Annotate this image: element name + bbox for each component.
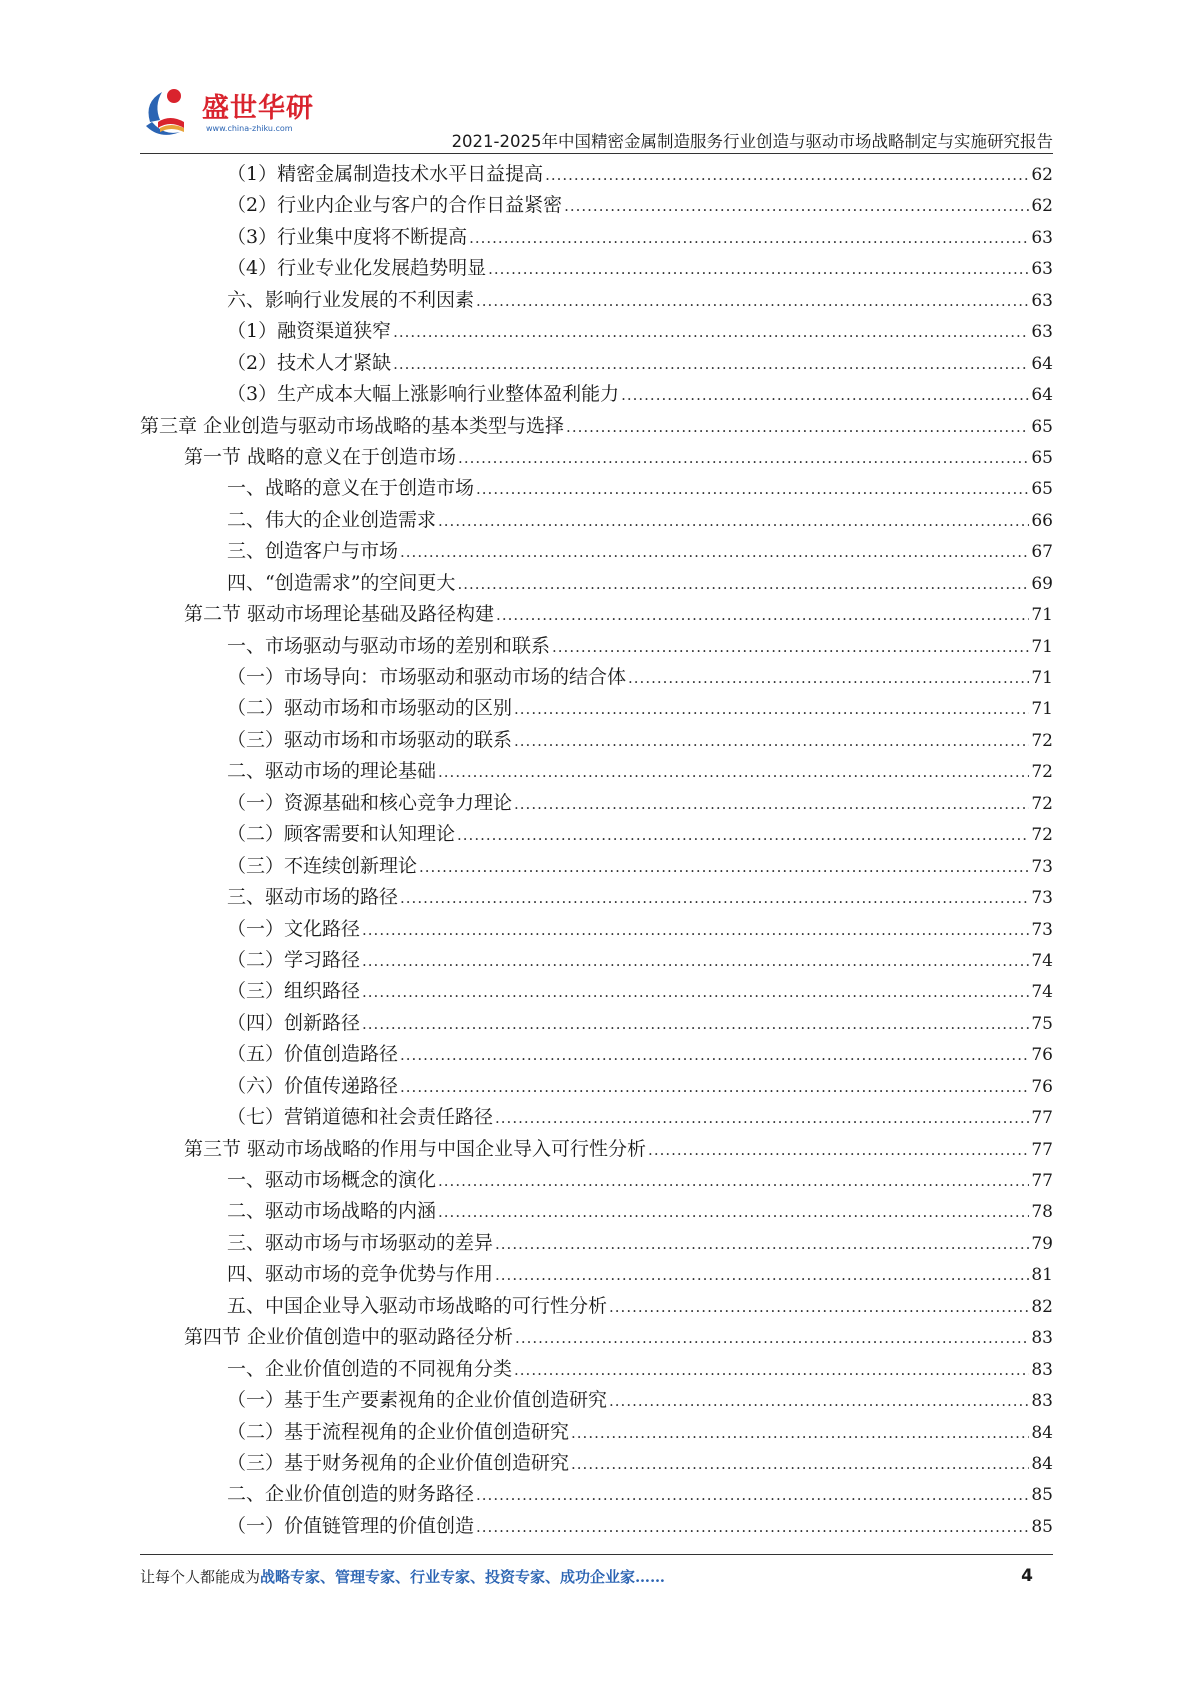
toc-entry-page: 72 xyxy=(1031,730,1053,751)
toc-entry-label: 六、影响行业发展的不利因素 xyxy=(227,288,475,311)
toc-dot-leader xyxy=(514,789,1029,820)
toc-entry-label: 第三章 企业创造与驱动市场战略的基本类型与选择 xyxy=(140,414,565,437)
toc-entry-label: 二、伟大的企业创造需求 xyxy=(227,508,437,531)
toc-entry-page: 85 xyxy=(1031,1516,1053,1537)
toc-entry-page: 66 xyxy=(1031,510,1053,531)
footer-slogan-prefix: 让每个人都能成为 xyxy=(140,1568,261,1586)
toc-entry[interactable] xyxy=(140,599,1053,630)
toc-entry[interactable] xyxy=(140,316,1053,347)
table-of-contents xyxy=(140,159,1053,1542)
toc-entry-page: 83 xyxy=(1031,1359,1053,1380)
toc-entry-label: （五）价值创造路径 xyxy=(227,1043,399,1066)
toc-entry-label: 三、创造客户与市场 xyxy=(227,540,399,563)
toc-entry[interactable] xyxy=(140,379,1053,410)
toc-entry[interactable] xyxy=(140,1134,1053,1165)
toc-dot-leader xyxy=(495,1103,1029,1134)
logo-url: www.china-zhiku.com xyxy=(206,124,293,133)
toc-dot-leader xyxy=(476,286,1029,317)
toc-dot-leader xyxy=(628,663,1029,694)
toc-entry-label: （七）营销道德和社会责任路径 xyxy=(227,1106,494,1129)
toc-entry-label: （一）资源基础和核心竞争力理论 xyxy=(227,791,513,814)
toc-entry-label: （一）文化路径 xyxy=(227,917,361,940)
toc-dot-leader xyxy=(552,632,1029,663)
toc-entry[interactable] xyxy=(140,1228,1053,1259)
toc-entry-page: 81 xyxy=(1031,1265,1053,1286)
toc-entry-page: 72 xyxy=(1031,793,1053,814)
toc-entry-page: 69 xyxy=(1031,573,1053,594)
toc-dot-leader xyxy=(514,1355,1029,1386)
toc-entry-label: （三）基于财务视角的企业价值创造研究 xyxy=(227,1451,570,1474)
toc-entry[interactable] xyxy=(140,505,1053,536)
toc-dot-leader xyxy=(457,820,1029,851)
toc-entry[interactable] xyxy=(140,285,1053,316)
toc-entry-page: 74 xyxy=(1031,950,1053,971)
toc-entry[interactable] xyxy=(140,1165,1053,1196)
toc-entry-page: 73 xyxy=(1031,888,1053,909)
toc-entry-page: 72 xyxy=(1031,762,1053,783)
toc-entry-label: （三）驱动市场和市场驱动的联系 xyxy=(227,728,513,751)
toc-entry-page: 77 xyxy=(1031,1171,1053,1191)
toc-dot-leader xyxy=(400,1072,1029,1103)
toc-dot-leader xyxy=(545,160,1029,191)
toc-entry[interactable] xyxy=(140,945,1053,976)
toc-entry-label: （4）行业专业化发展趋势明显 xyxy=(227,257,487,280)
toc-dot-leader xyxy=(514,726,1029,757)
toc-entry-page: 62 xyxy=(1031,165,1053,185)
toc-dot-leader xyxy=(609,1292,1029,1323)
toc-entry[interactable] xyxy=(140,1479,1053,1510)
toc-entry[interactable] xyxy=(140,1417,1053,1448)
toc-entry[interactable] xyxy=(140,693,1053,724)
toc-entry[interactable] xyxy=(140,725,1053,756)
toc-entry-page: 62 xyxy=(1031,196,1053,217)
toc-entry-label: （一）基于生产要素视角的企业价值创造研究 xyxy=(227,1389,608,1412)
toc-entry-page: 76 xyxy=(1031,1045,1053,1066)
toc-dot-leader xyxy=(438,506,1029,537)
toc-entry-label: 第四节 企业价值创造中的驱动路径分析 xyxy=(184,1326,514,1349)
toc-entry-label: （四）创新路径 xyxy=(227,1011,361,1034)
toc-dot-leader xyxy=(458,443,1029,474)
toc-entry[interactable] xyxy=(140,1196,1053,1227)
header-divider xyxy=(140,153,1053,154)
toc-entry[interactable] xyxy=(140,662,1053,693)
toc-dot-leader xyxy=(495,1260,1029,1291)
company-logo xyxy=(140,82,340,152)
toc-entry-page: 65 xyxy=(1031,447,1053,468)
footer-divider xyxy=(140,1554,1053,1555)
toc-entry-page: 64 xyxy=(1031,353,1053,374)
toc-entry-label: （二）驱动市场和市场驱动的区别 xyxy=(227,697,513,720)
toc-entry-label: （二）基于流程视角的企业价值创造研究 xyxy=(227,1420,570,1443)
toc-entry[interactable] xyxy=(140,1102,1053,1133)
toc-entry[interactable] xyxy=(140,222,1053,253)
toc-dot-leader xyxy=(609,1386,1029,1417)
toc-entry[interactable] xyxy=(140,190,1053,221)
toc-entry-page: 83 xyxy=(1031,1328,1053,1349)
toc-entry-label: （三）组织路径 xyxy=(227,980,361,1003)
toc-entry-label: （3）生产成本大幅上涨影响行业整体盈利能力 xyxy=(227,383,620,406)
toc-entry-page: 63 xyxy=(1031,259,1053,280)
toc-entry-label: （一）价值链管理的价值创造 xyxy=(227,1514,475,1537)
toc-entry-label: （1）精密金属制造技术水平日益提高 xyxy=(227,163,544,185)
toc-entry-page: 71 xyxy=(1031,605,1053,626)
toc-entry-label: 三、驱动市场的路径 xyxy=(227,886,399,909)
toc-entry-page: 77 xyxy=(1031,1139,1053,1160)
toc-entry-page: 73 xyxy=(1031,919,1053,940)
toc-dot-leader xyxy=(571,1449,1029,1480)
toc-entry[interactable] xyxy=(140,568,1053,599)
toc-dot-leader xyxy=(400,537,1029,568)
toc-entry-page: 79 xyxy=(1031,1233,1053,1254)
toc-entry-page: 85 xyxy=(1031,1485,1053,1506)
toc-entry-page: 83 xyxy=(1031,1391,1053,1412)
toc-dot-leader xyxy=(621,380,1029,411)
toc-entry-page: 73 xyxy=(1031,856,1053,877)
toc-entry-page: 71 xyxy=(1031,668,1053,688)
toc-entry[interactable] xyxy=(140,253,1053,284)
toc-dot-leader xyxy=(438,1166,1029,1197)
toc-entry-page: 63 xyxy=(1031,322,1053,343)
toc-entry[interactable] xyxy=(140,756,1053,787)
toc-entry-label: （六）价值传递路径 xyxy=(227,1074,399,1097)
toc-dot-leader xyxy=(515,1323,1029,1354)
toc-entry-page: 71 xyxy=(1031,699,1053,720)
toc-entry[interactable] xyxy=(140,1291,1053,1322)
toc-entry[interactable] xyxy=(140,1511,1053,1542)
toc-entry-page: 67 xyxy=(1031,542,1053,563)
toc-entry-label: 二、企业价值创造的财务路径 xyxy=(227,1483,475,1506)
toc-dot-leader xyxy=(495,1229,1029,1260)
toc-dot-leader xyxy=(488,254,1029,285)
toc-dot-leader xyxy=(476,1480,1029,1511)
toc-dot-leader xyxy=(400,1040,1029,1071)
toc-entry[interactable] xyxy=(140,851,1053,882)
toc-entry-label: 一、市场驱动与驱动市场的差别和联系 xyxy=(227,634,551,657)
toc-entry-page: 74 xyxy=(1031,982,1053,1003)
toc-entry-page: 63 xyxy=(1031,227,1053,248)
toc-entry-label: （一）市场导向：市场驱动和驱动市场的结合体 xyxy=(227,666,627,688)
toc-entry[interactable] xyxy=(140,1259,1053,1290)
toc-dot-leader xyxy=(571,1418,1029,1449)
page-footer xyxy=(140,1566,1053,1596)
toc-dot-leader xyxy=(476,1512,1029,1543)
toc-entry-page: 76 xyxy=(1031,1076,1053,1097)
logo-name: 盛世华研 xyxy=(202,93,314,124)
toc-entry-label: 二、驱动市场战略的内涵 xyxy=(227,1200,437,1223)
toc-dot-leader xyxy=(362,1009,1029,1040)
toc-entry-label: （三）不连续创新理论 xyxy=(227,854,418,877)
toc-entry-label: （二）学习路径 xyxy=(227,948,361,971)
toc-entry[interactable] xyxy=(140,348,1053,379)
toc-dot-leader xyxy=(393,317,1029,348)
toc-dot-leader xyxy=(400,883,1029,914)
toc-entry-label: 一、企业价值创造的不同视角分类 xyxy=(227,1357,513,1380)
toc-entry[interactable] xyxy=(140,1071,1053,1102)
toc-entry[interactable] xyxy=(140,631,1053,662)
report-title: 2021-2025年中国精密金属制造服务行业创造与驱动市场战略制定与实施研究报告 xyxy=(451,132,1053,151)
toc-dot-leader xyxy=(566,412,1029,443)
toc-dot-leader xyxy=(648,1135,1029,1166)
toc-entry[interactable] xyxy=(140,1354,1053,1385)
toc-entry-label: （二）顾客需要和认知理论 xyxy=(227,823,456,846)
toc-entry-label: 三、驱动市场与市场驱动的差异 xyxy=(227,1231,494,1254)
toc-entry[interactable] xyxy=(140,882,1053,913)
toc-dot-leader xyxy=(514,694,1029,725)
toc-entry[interactable] xyxy=(140,976,1053,1007)
toc-entry-label: 一、驱动市场概念的演化 xyxy=(227,1169,437,1191)
toc-dot-leader xyxy=(469,223,1029,254)
toc-entry-page: 65 xyxy=(1031,479,1053,500)
toc-entry[interactable] xyxy=(140,788,1053,819)
toc-entry-label: 五、中国企业导入驱动市场战略的可行性分析 xyxy=(227,1294,608,1317)
toc-dot-leader xyxy=(476,474,1029,505)
toc-entry-label: 第二节 驱动市场理论基础及路径构建 xyxy=(184,603,495,626)
toc-entry-label: 四、驱动市场的竞争优势与作用 xyxy=(227,1263,494,1286)
toc-entry-label: 一、战略的意义在于创造市场 xyxy=(227,477,475,500)
toc-entry-page: 71 xyxy=(1031,636,1053,657)
toc-entry-label: （2）技术人才紧缺 xyxy=(227,351,392,374)
toc-entry[interactable] xyxy=(140,411,1053,442)
toc-entry-page: 64 xyxy=(1031,385,1053,406)
toc-entry-label: 四、“创造需求”的空间更大 xyxy=(227,571,456,594)
toc-entry-page: 84 xyxy=(1031,1453,1053,1474)
toc-entry-page: 75 xyxy=(1031,1013,1053,1034)
toc-entry[interactable] xyxy=(140,1039,1053,1070)
toc-entry-label: 第一节 战略的意义在于创造市场 xyxy=(184,445,457,468)
toc-entry-page: 63 xyxy=(1031,290,1053,311)
toc-entry[interactable] xyxy=(140,473,1053,504)
toc-entry[interactable] xyxy=(140,536,1053,567)
toc-dot-leader xyxy=(438,1197,1029,1228)
toc-entry-label: 第三节 驱动市场战略的作用与中国企业导入可行性分析 xyxy=(184,1137,647,1160)
toc-entry-label: （2）行业内企业与客户的合作日益紧密 xyxy=(227,194,563,217)
toc-dot-leader xyxy=(362,946,1029,977)
toc-entry[interactable] xyxy=(140,1448,1053,1479)
footer-slogan-highlight: 战略专家、管理专家、行业专家、投资专家、成功企业家…… xyxy=(260,1568,666,1586)
toc-entry[interactable] xyxy=(140,914,1053,945)
toc-dot-leader xyxy=(362,977,1029,1008)
toc-entry-label: （3）行业集中度将不断提高 xyxy=(227,225,468,248)
toc-entry-page: 78 xyxy=(1031,1202,1053,1223)
book-globe-logo-icon xyxy=(140,82,204,146)
page-header xyxy=(0,0,1191,160)
toc-entry[interactable] xyxy=(140,442,1053,473)
toc-entry[interactable] xyxy=(140,1385,1053,1416)
toc-dot-leader xyxy=(457,569,1029,600)
toc-dot-leader xyxy=(393,349,1029,380)
toc-entry-page: 82 xyxy=(1031,1296,1053,1317)
toc-entry-page: 84 xyxy=(1031,1422,1053,1443)
toc-dot-leader xyxy=(419,852,1029,883)
toc-entry-page: 77 xyxy=(1031,1108,1053,1129)
toc-entry-label: 二、驱动市场的理论基础 xyxy=(227,760,437,783)
toc-entry[interactable] xyxy=(140,819,1053,850)
toc-entry[interactable] xyxy=(140,159,1053,190)
toc-dot-leader xyxy=(438,757,1029,788)
toc-dot-leader xyxy=(362,915,1029,946)
toc-entry[interactable] xyxy=(140,1322,1053,1353)
toc-entry-label: （1）融资渠道狭窄 xyxy=(227,320,392,343)
toc-entry-page: 72 xyxy=(1031,825,1053,846)
toc-dot-leader xyxy=(564,191,1029,222)
toc-dot-leader xyxy=(496,600,1029,631)
toc-entry-page: 65 xyxy=(1031,416,1053,437)
page-number: 4 xyxy=(1021,1566,1033,1586)
toc-entry[interactable] xyxy=(140,1008,1053,1039)
